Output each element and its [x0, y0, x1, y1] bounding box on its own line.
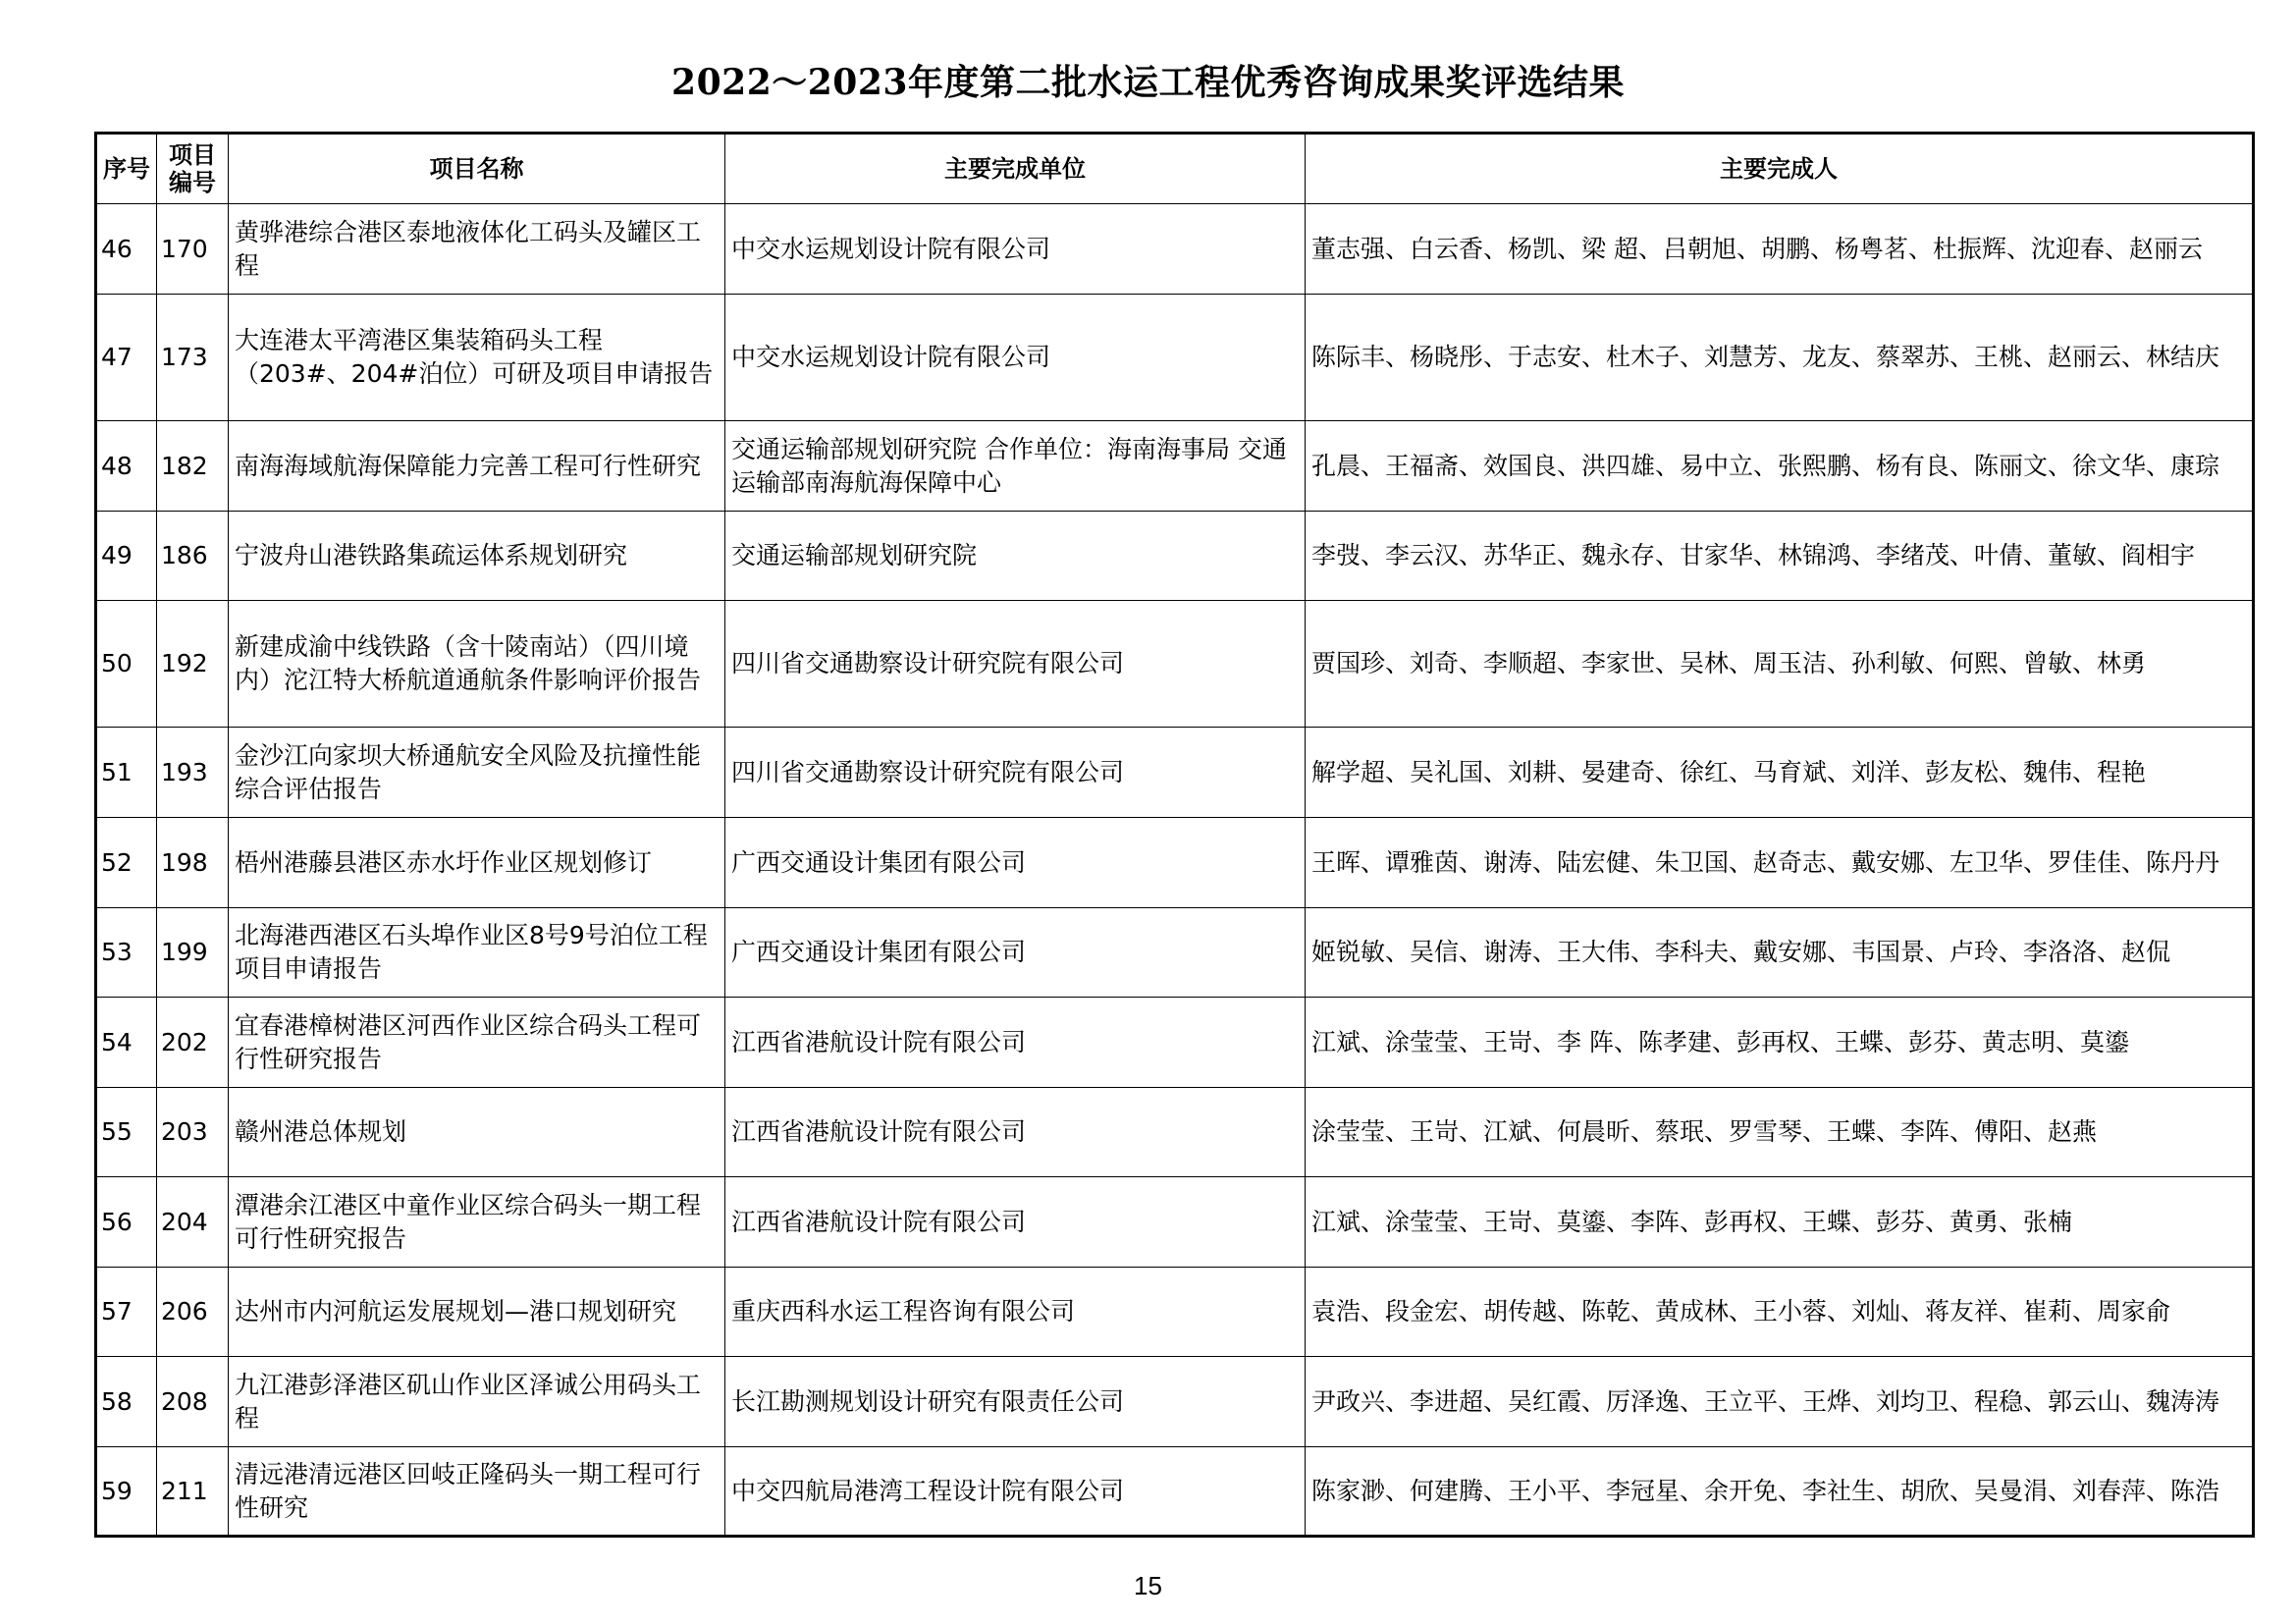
cell-main-unit: 四川省交通勘察设计研究院有限公司	[725, 601, 1306, 728]
cell-main-unit: 重庆西科水运工程咨询有限公司	[725, 1268, 1306, 1357]
table-row	[96, 1268, 2254, 1357]
cell-seq: 52	[96, 818, 157, 908]
cell-seq: 57	[96, 1268, 157, 1357]
cell-project-name: 九江港彭泽港区矶山作业区泽诚公用码头工程	[229, 1357, 725, 1447]
table-row	[96, 204, 2254, 295]
cell-seq: 46	[96, 204, 157, 295]
page-title: 2022～2023年度第二批水运工程优秀咨询成果奖评选结果	[671, 62, 1625, 103]
cell-main-people: 李弢、李云汉、苏华正、魏永存、甘家华、林锦鸿、李绪茂、叶倩、董敏、阎相宇	[1306, 512, 2254, 601]
cell-main-people: 江斌、涂莹莹、王岢、李 阵、陈孝建、彭再权、王蝶、彭芬、黄志明、莫鎏	[1306, 998, 2254, 1088]
cell-seq: 59	[96, 1447, 157, 1537]
cell-main-people: 解学超、吴礼国、刘耕、晏建奇、徐红、马育斌、刘洋、彭友松、魏伟、程艳	[1306, 728, 2254, 818]
cell-main-people: 王晖、谭雅茵、谢涛、陆宏健、朱卫国、赵奇志、戴安娜、左卫华、罗佳佳、陈丹丹	[1306, 818, 2254, 908]
cell-project-id: 170	[157, 204, 229, 295]
cell-seq: 49	[96, 512, 157, 601]
cell-project-id: 208	[157, 1357, 229, 1447]
cell-project-name: 新建成渝中线铁路（含十陵南站）（四川境内）沱江特大桥航道通航条件影响评价报告	[229, 601, 725, 728]
header-main-unit: 主要完成单位	[725, 134, 1306, 204]
cell-main-people: 陈际丰、杨晓彤、于志安、杜木子、刘慧芳、龙友、蔡翠苏、王桃、赵丽云、林结庆	[1306, 295, 2254, 421]
cell-project-id: 204	[157, 1177, 229, 1268]
cell-seq: 53	[96, 908, 157, 998]
cell-project-name: 赣州港总体规划	[229, 1088, 725, 1177]
cell-main-unit: 江西省港航设计院有限公司	[725, 1177, 1306, 1268]
cell-seq: 55	[96, 1088, 157, 1177]
cell-project-id: 206	[157, 1268, 229, 1357]
cell-project-name: 潭港余江港区中童作业区综合码头一期工程可行性研究报告	[229, 1177, 725, 1268]
cell-project-name: 宁波舟山港铁路集疏运体系规划研究	[229, 512, 725, 601]
table-row	[96, 818, 2254, 908]
cell-seq: 58	[96, 1357, 157, 1447]
table-row	[96, 512, 2254, 601]
cell-main-people: 姬锐敏、吴信、谢涛、王大伟、李科夫、戴安娜、韦国景、卢玲、李洛洛、赵侃	[1306, 908, 2254, 998]
cell-project-id: 192	[157, 601, 229, 728]
cell-main-unit: 江西省港航设计院有限公司	[725, 998, 1306, 1088]
cell-main-unit: 中交水运规划设计院有限公司	[725, 204, 1306, 295]
cell-main-people: 陈家渺、何建腾、王小平、李冠星、余开免、李社生、胡欣、吴曼涓、刘春萍、陈浩	[1306, 1447, 2254, 1537]
cell-main-unit: 交通运输部规划研究院 合作单位：海南海事局 交通运输部南海航海保障中心	[725, 421, 1306, 512]
cell-main-unit: 中交水运规划设计院有限公司	[725, 295, 1306, 421]
cell-main-people: 董志强、白云香、杨凯、梁 超、吕朝旭、胡鹏、杨粤茗、杜振辉、沈迎春、赵丽云	[1306, 204, 2254, 295]
header-seq: 序号	[96, 134, 157, 204]
cell-main-unit: 江西省港航设计院有限公司	[725, 1088, 1306, 1177]
cell-seq: 56	[96, 1177, 157, 1268]
table-row	[96, 295, 2254, 421]
cell-project-id: 198	[157, 818, 229, 908]
table-row	[96, 1357, 2254, 1447]
cell-project-id: 202	[157, 998, 229, 1088]
cell-main-unit: 长江勘测规划设计研究有限责任公司	[725, 1357, 1306, 1447]
cell-main-people: 孔晨、王福斋、效国良、洪四雄、易中立、张熙鹏、杨有良、陈丽文、徐文华、康琮	[1306, 421, 2254, 512]
table-row	[96, 1177, 2254, 1268]
header-project-id: 项目编号	[157, 134, 229, 204]
cell-seq: 50	[96, 601, 157, 728]
cell-project-name: 宜春港樟树港区河西作业区综合码头工程可行性研究报告	[229, 998, 725, 1088]
cell-main-people: 尹政兴、李进超、吴红霞、厉泽逸、王立平、王烨、刘均卫、程稳、郭云山、魏涛涛	[1306, 1357, 2254, 1447]
cell-main-unit: 广西交通设计集团有限公司	[725, 908, 1306, 998]
table-row	[96, 421, 2254, 512]
cell-main-unit: 四川省交通勘察设计研究院有限公司	[725, 728, 1306, 818]
table-row	[96, 1447, 2254, 1537]
table-row	[96, 1088, 2254, 1177]
header-main-people: 主要完成人	[1306, 134, 2254, 204]
cell-main-people: 贾国珍、刘奇、李顺超、李家世、吴林、周玉洁、孙利敏、何熙、曾敏、林勇	[1306, 601, 2254, 728]
cell-main-people: 江斌、涂莹莹、王岢、莫鎏、李阵、彭再权、王蝶、彭芬、黄勇、张楠	[1306, 1177, 2254, 1268]
cell-project-name: 清远港清远港区回岐正隆码头一期工程可行性研究	[229, 1447, 725, 1537]
cell-project-id: 186	[157, 512, 229, 601]
cell-project-id: 199	[157, 908, 229, 998]
cell-main-people: 涂莹莹、王岢、江斌、何晨昕、蔡珉、罗雪琴、王蝶、李阵、傅阳、赵燕	[1306, 1088, 2254, 1177]
table-header-row	[96, 134, 2254, 204]
table-row	[96, 728, 2254, 818]
cell-project-name: 黄骅港综合港区泰地液体化工码头及罐区工程	[229, 204, 725, 295]
table-row	[96, 998, 2254, 1088]
cell-project-name: 达州市内河航运发展规划—港口规划研究	[229, 1268, 725, 1357]
cell-main-unit: 广西交通设计集团有限公司	[725, 818, 1306, 908]
header-project-name: 项目名称	[229, 134, 725, 204]
cell-project-name: 北海港西港区石头埠作业区8号9号泊位工程项目申请报告	[229, 908, 725, 998]
cell-main-unit: 交通运输部规划研究院	[725, 512, 1306, 601]
cell-project-name: 大连港太平湾港区集装箱码头工程（203#、204#泊位）可研及项目申请报告	[229, 295, 725, 421]
cell-main-people: 袁浩、段金宏、胡传越、陈乾、黄成林、王小蓉、刘灿、蒋友祥、崔莉、周家俞	[1306, 1268, 2254, 1357]
cell-main-unit: 中交四航局港湾工程设计院有限公司	[725, 1447, 1306, 1537]
results-table	[94, 132, 2255, 1538]
cell-seq: 54	[96, 998, 157, 1088]
cell-project-id: 182	[157, 421, 229, 512]
cell-project-name: 金沙江向家坝大桥通航安全风险及抗撞性能综合评估报告	[229, 728, 725, 818]
table-row	[96, 908, 2254, 998]
table-row	[96, 601, 2254, 728]
cell-seq: 51	[96, 728, 157, 818]
cell-project-id: 173	[157, 295, 229, 421]
cell-project-id: 193	[157, 728, 229, 818]
page-number: 15	[1134, 1571, 1162, 1600]
cell-project-id: 203	[157, 1088, 229, 1177]
cell-seq: 48	[96, 421, 157, 512]
cell-seq: 47	[96, 295, 157, 421]
cell-project-name: 梧州港藤县港区赤水圩作业区规划修订	[229, 818, 725, 908]
cell-project-id: 211	[157, 1447, 229, 1537]
cell-project-name: 南海海域航海保障能力完善工程可行性研究	[229, 421, 725, 512]
